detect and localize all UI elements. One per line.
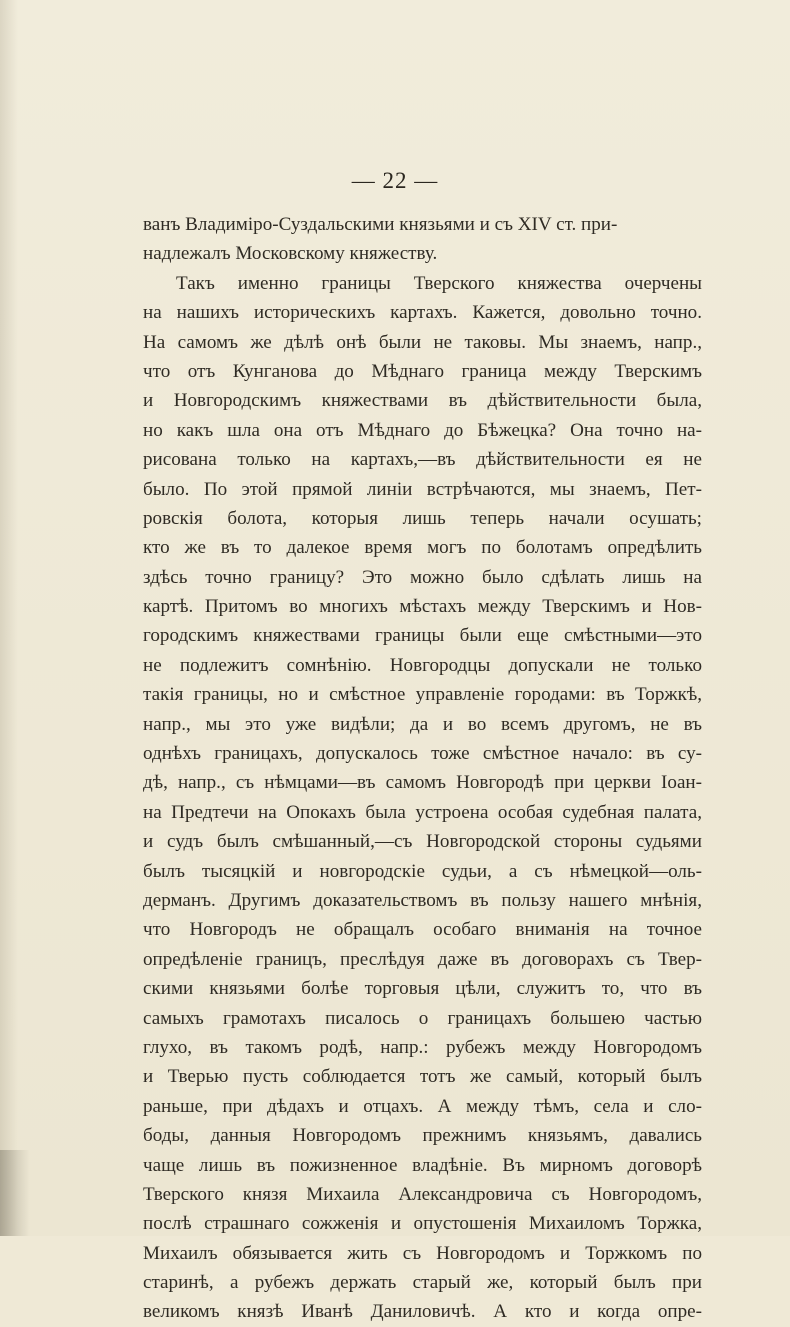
page-number: — 22 — [351,168,439,193]
text-line: былъ тысяцкій и новгородскіе судьи, а съ нѣмецкой—оль- [143,860,702,882]
text-line: Михаилъ обязывается жить съ Новгородомъ и Торжкомъ по [143,1242,702,1264]
text-line: Тверского князя Михаила Александровича съ Новгородомъ, [143,1183,702,1205]
text-line: чаще лишь въ пожизненное владѣніе. Въ мирномъ договорѣ [143,1154,702,1176]
text-line: на Предтечи на Опокахъ была устроена особая судебная палата, [143,801,702,823]
text-line: самыхъ грамотахъ писалось о границахъ большею частью [143,1007,702,1029]
text-line: послѣ страшнаго сожженія и опустошенія Михаиломъ Торжка, [143,1213,702,1235]
text-line: на нашихъ историческихъ картахъ. Кажется, довольно точно. [143,302,702,324]
binding-shadow [0,1150,30,1236]
text-line: но какъ шла она отъ Мѣднаго до Бѣжецка? Она точно на- [143,419,702,441]
text-line: скими князьями болѣе торговыя цѣли, служитъ то, что въ [143,978,702,1000]
text-line: опредѣленіе границъ, преслѣдуя даже въ договорахъ съ Твер- [143,948,702,970]
text-line: картѣ. Притомъ во многихъ мѣстахъ между Тверскимъ и Нов- [143,596,702,618]
text-line: дѣ, напр., съ нѣмцами—въ самомъ Новгородѣ при церкви Іоан- [143,772,702,794]
text-line: и Тверью пусть соблюдается тотъ же самый, который былъ [143,1066,702,1088]
text-line: что отъ Кунганова до Мѣднаго граница между Тверскимъ [143,360,702,382]
text-line: надлежалъ Московскому княжеству. [143,243,438,265]
text-line: На самомъ же дѣлѣ онѣ были не таковы. Мы знаемъ, напр., [143,331,702,353]
text-line: раньше, при дѣдахъ и отцахъ. А между тѣмъ, села и сло- [143,1095,702,1117]
text-line: не подлежитъ сомнѣнію. Новгородцы допускали не только [143,654,702,676]
text-line: напр., мы это уже видѣли; да и во всемъ другомъ, не въ [143,713,702,735]
text-line: такія границы, но и смѣстное управленіе городами: въ Торжкѣ, [143,684,702,706]
text-line: городскимъ княжествами границы были еще смѣстными—это [143,625,702,647]
text-line: здѣсь точно границу? Это можно было сдѣлать лишь на [143,566,702,588]
text-line: и судъ былъ смѣшанный,—съ Новгородской стороны судьями [143,831,702,853]
body-text [143,210,702,1327]
text-line: однѣхъ границахъ, допускалось тоже смѣстное начало: въ су- [143,743,702,765]
text-line: старинѣ, а рубежъ держать старый же, который былъ при [143,1272,702,1294]
text-line: рисована только на картахъ,—въ дѣйствительности ея не [143,449,702,471]
text-line: глухо, въ такомъ родѣ, напр.: рубежъ между Новгородомъ [143,1036,702,1058]
text-line: великомъ князѣ Иванѣ Даниловичѣ. А кто и когда опре- [143,1301,702,1323]
text-line: ровскія болота, которыя лишь теперь начали осушать; [143,507,702,529]
text-line: кто же въ то далекое время могъ по болотамъ опредѣлить [143,537,702,559]
text-line: и Новгородскимъ княжествами въ дѣйствительности была, [143,390,702,412]
paragraph-first-line: Такъ именно границы Тверского княжества очерчены [176,272,702,294]
text-line: было. По этой прямой линіи встрѣчаются, мы знаемъ, Пет- [143,478,702,500]
text-line: ванъ Владиміро-Суздальскими князьями и съ XIV ст. при- [143,214,618,235]
text-line: что Новгородъ не обращалъ особаго вниманія на точное [143,919,702,941]
text-line: боды, данныя Новгородомъ прежнимъ князьямъ, давались [143,1125,702,1147]
text-line: дерманъ. Другимъ доказательствомъ въ пользу нашего мнѣнія, [143,889,702,911]
